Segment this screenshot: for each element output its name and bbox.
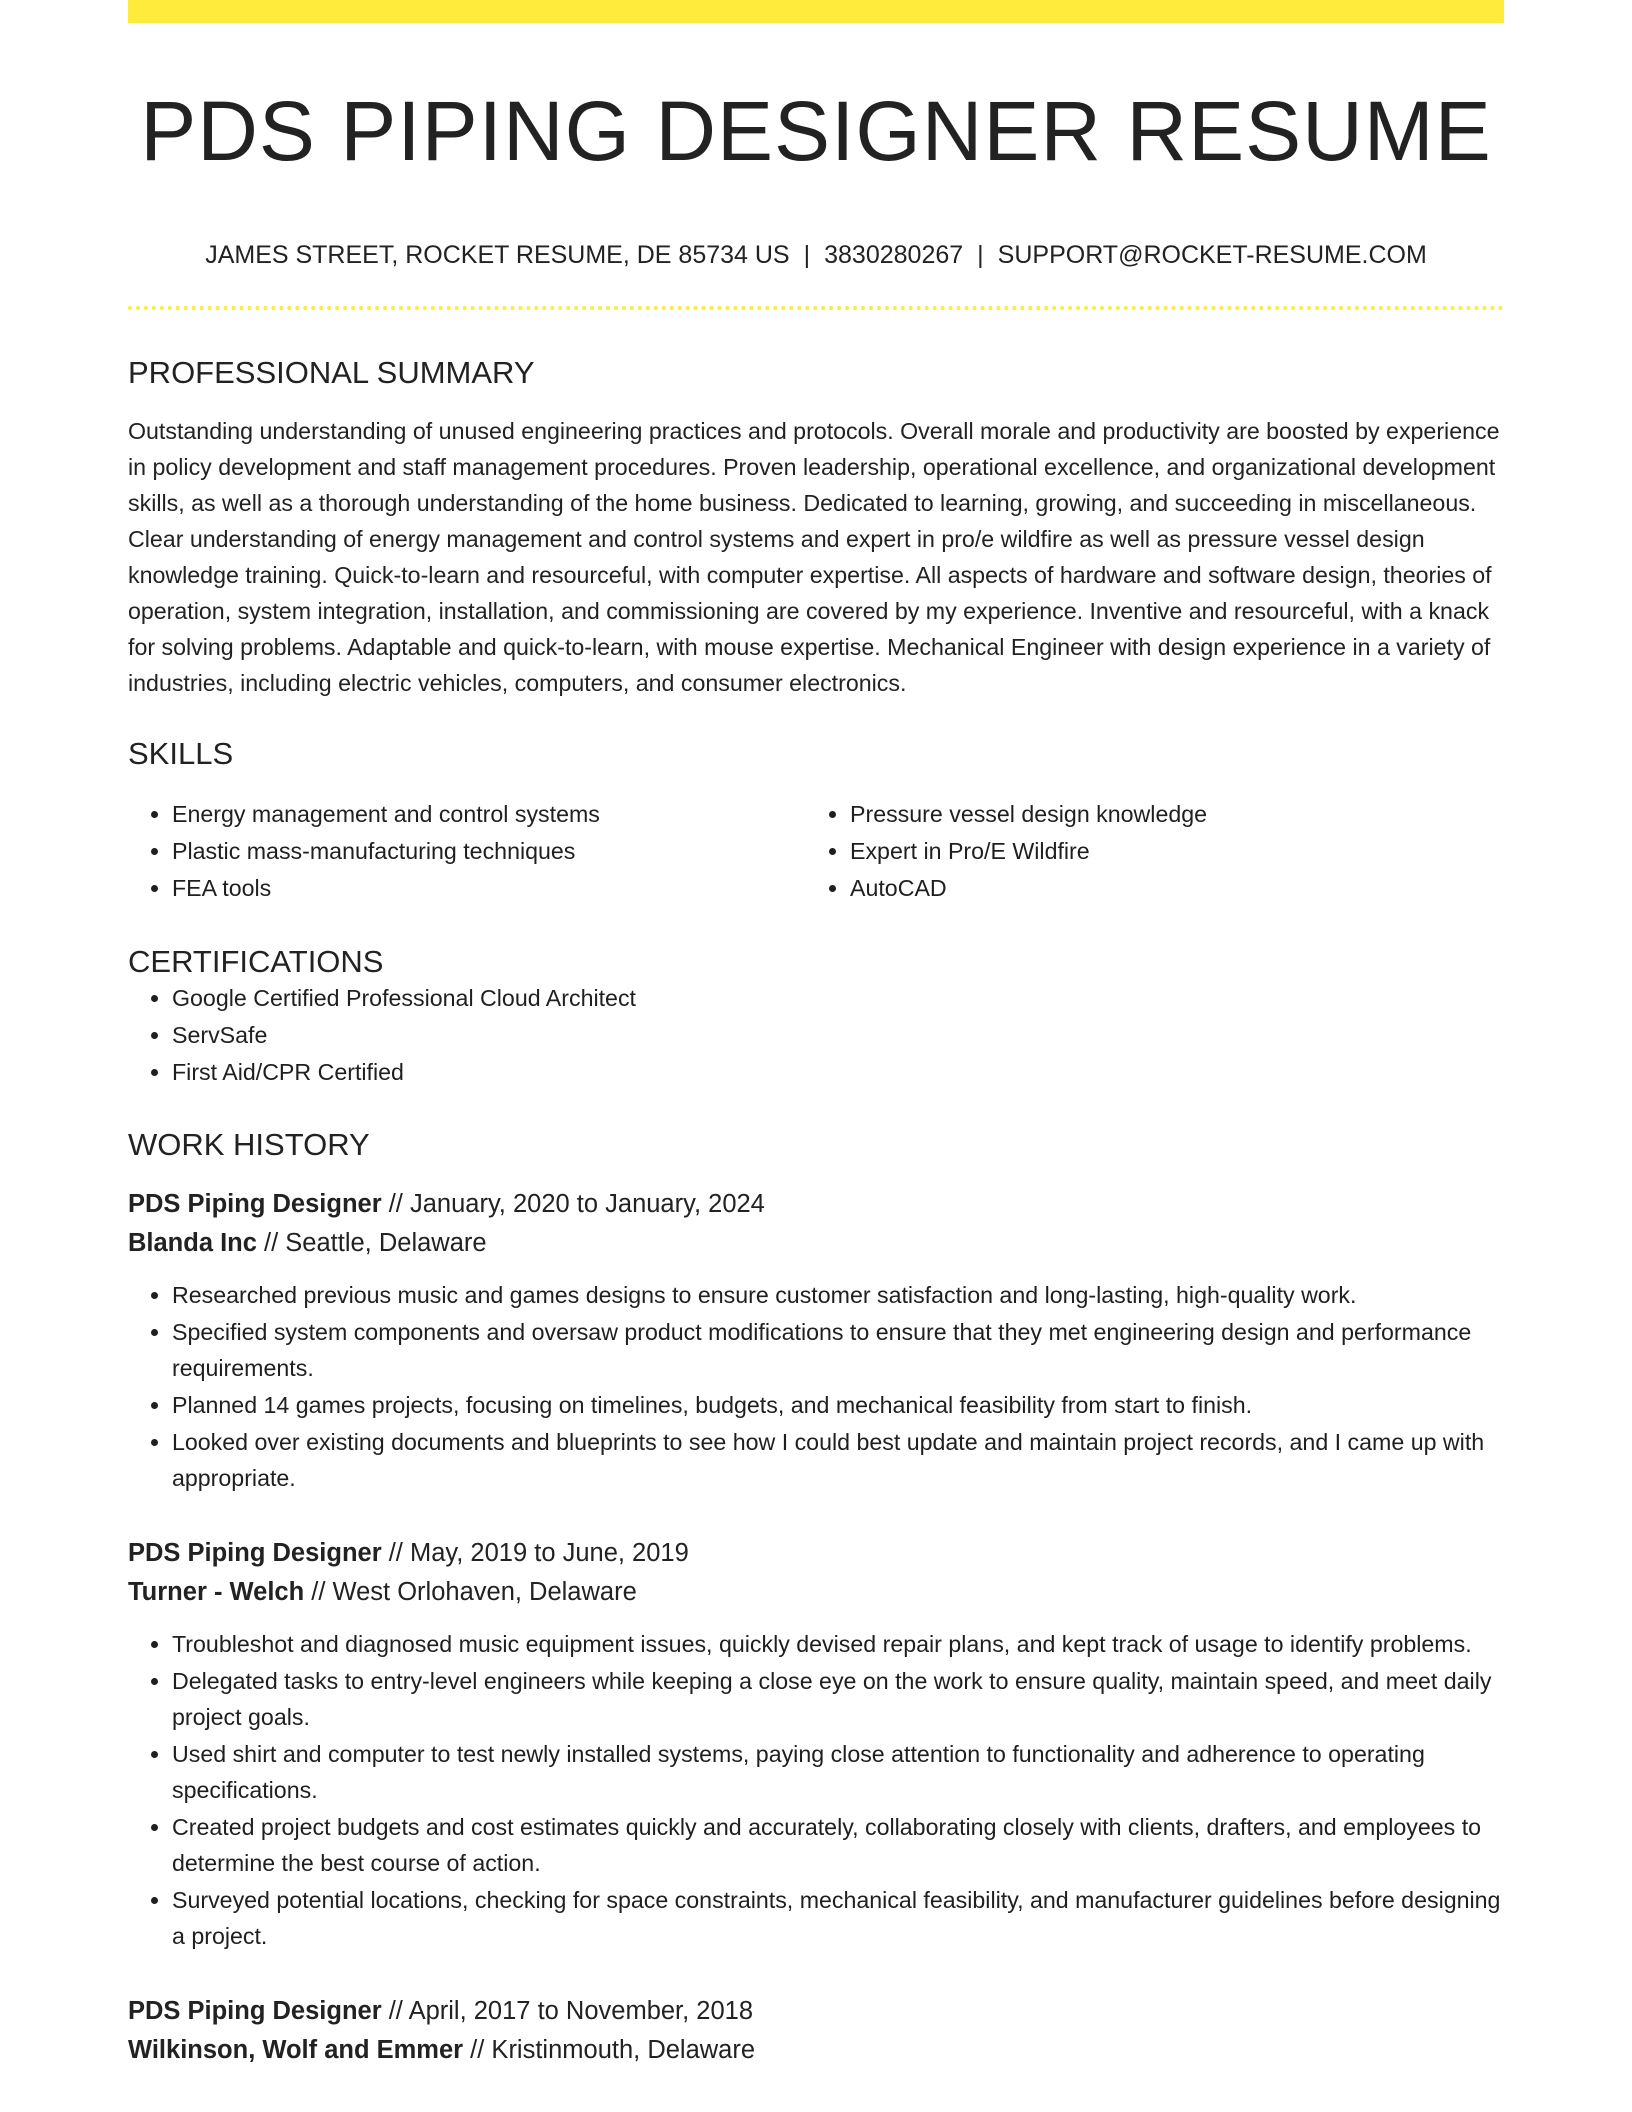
job-dates: // May, 2019 to June, 2019 — [381, 1539, 689, 1568]
skills-column-left — [128, 796, 806, 907]
certification-item: • Google Certified Professional Cloud Architect — [172, 980, 1504, 1016]
job-bullets — [128, 1277, 1504, 1496]
work-history-heading: WORK HISTORY — [128, 1127, 370, 1163]
job-role-line — [128, 1185, 1504, 1224]
job-bullet: • Troubleshot and diagnosed music equipment issues, quickly devised repair plans, and kept track of usage to identify problems. — [172, 1626, 1504, 1662]
job-role-line — [128, 1992, 1504, 2031]
job-location: // Kristinmouth, Delaware — [463, 2036, 756, 2065]
job-bullet: • Created project budgets and cost estimates quickly and accurately, collaborating closely with clients, drafters, and employees to determine the best course of action. — [172, 1809, 1504, 1881]
contact-line — [128, 240, 1504, 270]
job-company-line — [128, 1573, 1504, 1612]
job-company-line — [128, 1224, 1504, 1263]
summary-text: Outstanding understanding of unused engineering practices and protocols. Overall morale and productivity are boosted by experience in policy development and staff management procedures. Proven leadership, operational excellence, and organizational development skills, as well as a thorough understanding of the home business. Dedicated to learning, growing, and succeeding in miscellaneous. Clear understanding of energy management and control systems and expert in pro/e wildfire as well as pressure vessel design knowledge training. Quick-to-learn and resourceful, with computer expertise. All aspects of hardware and software design, theories of operation, system integration, installation, and commissioning are covered by my experience. Inventive and resourceful, with a knack for solving problems. Adaptable and quick-to-learn, with mouse expertise. Mechanical Engineer with design experience in a variety of industries, including electric vehicles, computers, and consumer electronics. — [128, 417, 1500, 696]
skill-item: • Expert in Pro/E Wildfire — [850, 833, 1484, 869]
job-bullet: • Planned 14 games projects, focusing on timelines, budgets, and mechanical feasibility from start to finish. — [172, 1387, 1504, 1423]
dotted-divider — [128, 306, 1504, 310]
job-company: Turner - Welch — [128, 1578, 305, 1607]
certifications-heading: CERTIFICATIONS — [128, 943, 384, 979]
job-bullets — [128, 1626, 1504, 1954]
resume-page — [128, 0, 1504, 2070]
job-bullet: • Researched previous music and games designs to ensure customer satisfaction and long-lasting, high-quality work. — [172, 1277, 1504, 1313]
certification-item: • First Aid/CPR Certified — [172, 1054, 1504, 1090]
job-role: PDS Piping Designer — [128, 1190, 382, 1219]
contact-separator: | — [803, 240, 811, 269]
contact-address: JAMES STREET, ROCKET RESUME, DE 85734 US — [205, 240, 790, 269]
job-entry — [128, 1185, 1504, 1496]
contact-email[interactable]: SUPPORT@ROCKET-RESUME.COM — [997, 240, 1427, 269]
job-location: // Seattle, Delaware — [256, 1229, 487, 1258]
job-bullet: • Looked over existing documents and blueprints to see how I could best update and maintain project records, and I came up with appropriate. — [172, 1424, 1504, 1496]
job-location: // West Orlohaven, Delaware — [304, 1578, 637, 1607]
certification-item: • ServSafe — [172, 1017, 1504, 1053]
skill-item: • AutoCAD — [850, 870, 1484, 906]
skill-item: • Energy management and control systems — [172, 796, 806, 832]
job-company-line — [128, 2031, 1504, 2070]
job-entry — [128, 1992, 1504, 2070]
job-company: Blanda Inc — [128, 1229, 257, 1258]
contact-separator: | — [977, 240, 984, 269]
summary-heading: PROFESSIONAL SUMMARY — [128, 354, 535, 390]
job-bullet: • Surveyed potential locations, checking for space constraints, mechanical feasibility, and manufacturer guidelines before designing a project. — [172, 1882, 1504, 1954]
job-role-line — [128, 1534, 1504, 1573]
job-company: Wilkinson, Wolf and Emmer — [128, 2036, 464, 2065]
skills-heading: SKILLS — [128, 735, 234, 771]
job-bullet: • Used shirt and computer to test newly installed systems, paying close attention to functionality and adherence to operating specifications. — [172, 1736, 1504, 1808]
contact-phone: 3830280267 — [824, 240, 964, 269]
skills-list — [128, 796, 1504, 907]
job-bullet: • Specified system components and oversaw product modifications to ensure that they met engineering design and performance requirements. — [172, 1314, 1504, 1386]
certifications-list — [128, 980, 1504, 1090]
skill-item: • FEA tools — [172, 870, 806, 906]
skill-item: • Pressure vessel design knowledge — [850, 796, 1484, 832]
job-role: PDS Piping Designer — [128, 1997, 382, 2026]
job-role: PDS Piping Designer — [128, 1539, 382, 1568]
job-entry — [128, 1534, 1504, 1954]
skills-column-right — [806, 796, 1484, 907]
resume-title: PDS PIPING DESIGNER RESUME — [140, 84, 1492, 178]
job-dates: // January, 2020 to January, 2024 — [381, 1190, 765, 1219]
job-dates: // April, 2017 to November, 2018 — [381, 1997, 754, 2026]
skill-item: • Plastic mass-manufacturing techniques — [172, 833, 806, 869]
accent-top-bar — [128, 0, 1504, 23]
job-bullet: • Delegated tasks to entry-level engineers while keeping a close eye on the work to ensure quality, maintain speed, and meet daily project goals. — [172, 1663, 1504, 1735]
